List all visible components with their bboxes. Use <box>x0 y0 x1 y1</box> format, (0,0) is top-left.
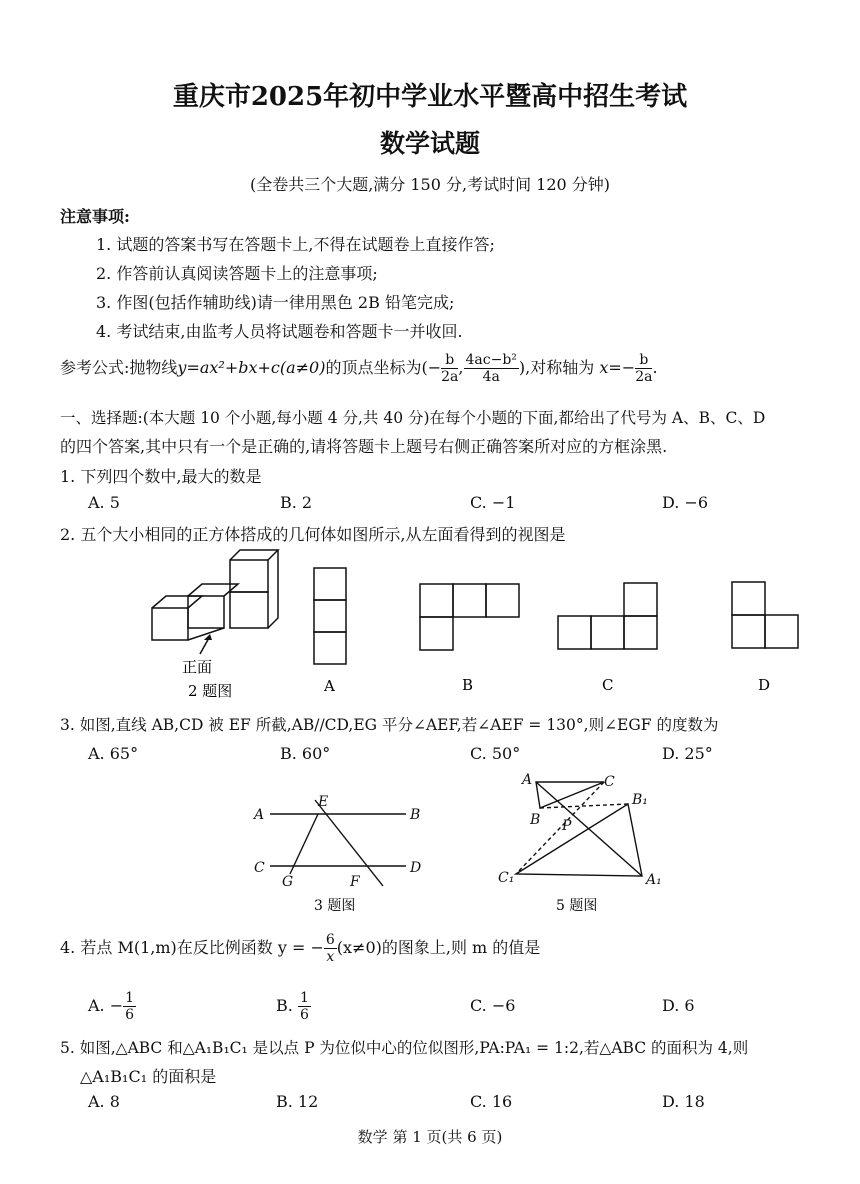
subject-title: 数学试题 <box>379 129 480 158</box>
reference-formula: 参考公式:抛物线y=ax²+bx+c(a≠0)的顶点坐标为(− $\frac{b}{2a}$ , $\frac{\text{4ac−b²}}{4a}$ ),对称轴为 x=− $\frac{b}{2a}$ . <box>60 352 658 385</box>
q2-option-b-figure <box>420 584 519 650</box>
q5-point-b: B <box>530 812 541 828</box>
notice-item-4: 4. 考试结束,由监考人员将试题卷和答题卡一并收回. <box>96 322 463 341</box>
q2-option-c-label: C <box>602 676 614 694</box>
q1-stem: 1. 下列四个数中,最大的数是 <box>60 467 262 486</box>
q5-point-p: P <box>562 818 572 834</box>
q3-stem: 3. 如图,直线 AB,CD 被 EF 所截,AB//CD,EG 平分∠AEF,若∠AEF = 130°,则∠EGF 的度数为 <box>60 716 719 734</box>
q3-option-d: D. 25° <box>662 744 713 763</box>
q3-point-f: F <box>350 874 360 890</box>
q2-option-a-label: A <box>324 677 335 695</box>
q5-option-c: C. 16 <box>470 1092 513 1111</box>
q5-option-a: A. 8 <box>88 1092 120 1111</box>
q5-point-b1: B₁ <box>632 792 648 808</box>
page-footer: 数学 第 1 页(共 6 页) <box>357 1128 503 1146</box>
q5-stem-line2: △A₁B₁C₁ 的面积是 <box>80 1067 217 1086</box>
q5-point-c1: C₁ <box>498 870 515 886</box>
q5-point-a1: A₁ <box>646 872 662 888</box>
q3-q5-figures <box>240 770 680 920</box>
q4-option-b: B. $\frac{1}{6}$ <box>276 990 309 1023</box>
q5-point-a: A <box>522 772 533 788</box>
q3-point-d: D <box>410 860 422 876</box>
q1-option-a: A. 5 <box>88 493 120 512</box>
q3-point-g: G <box>282 874 294 890</box>
q1-option-b: B. 2 <box>280 493 313 512</box>
q4-option-c: C. −6 <box>470 996 516 1015</box>
q1-option-c: C. −1 <box>470 493 516 512</box>
q5-stem-line1: 5. 如图,△ABC 和△A₁B₁C₁ 是以点 P 为位似中心的位似图形,PA:PA₁ = 1:2,若△ABC 的面积为 4,则 <box>60 1039 749 1057</box>
q2-option-a-figure <box>314 568 346 664</box>
q2-option-c-figure <box>558 583 657 649</box>
q2-option-d-label: D <box>758 676 771 694</box>
q5-option-d: D. 18 <box>662 1092 705 1111</box>
q4-option-d: D. 6 <box>662 996 695 1015</box>
q3-point-a: A <box>254 807 265 823</box>
section1-line2: 的四个答案,其中只有一个是正确的,请将答题卡上题号右侧正确答案所对应的方框涂黑. <box>60 437 668 456</box>
q3-point-b: B <box>410 807 421 823</box>
q5-figure <box>516 782 642 876</box>
q3-fig-label: 3 题图 <box>314 898 356 914</box>
q2-stem: 2. 五个大小相同的正方体搭成的几何体如图所示,从左面看得到的视图是 <box>60 525 566 544</box>
q2-fig-label: 2 题图 <box>188 682 233 700</box>
q3-option-c: C. 50° <box>470 744 521 763</box>
q5-option-b: B. 12 <box>276 1092 319 1111</box>
q3-point-e: E <box>318 794 329 810</box>
notice-item-2: 2. 作答前认真阅读答题卡上的注意事项; <box>96 264 378 283</box>
q2-option-d-figure <box>732 582 798 648</box>
notice-item-3: 3. 作图(包括作辅助线)请一律用黑色 2B 铅笔完成; <box>96 293 455 312</box>
q3-option-b: B. 60° <box>280 744 331 763</box>
q1-option-d: D. −6 <box>662 493 709 512</box>
q3-option-a: A. 65° <box>88 744 139 763</box>
notice-item-1: 1. 试题的答案书写在答题卡上,不得在试题卷上直接作答; <box>96 235 495 254</box>
q2-option-b-label: B <box>462 676 474 694</box>
q2-figures <box>140 548 820 708</box>
q5-point-c: C <box>604 774 615 790</box>
q2-solid <box>152 550 278 640</box>
exam-info: (全卷共三个大题,满分 150 分,考试时间 120 分钟) <box>249 175 611 194</box>
q3-point-c: C <box>254 860 265 876</box>
notice-heading: 注意事项: <box>60 207 130 226</box>
exam-title: 重庆市2025年初中学业水平暨高中招生考试 <box>172 82 688 112</box>
q4-option-a: A. − $\frac{1}{6}$ <box>88 990 135 1023</box>
q5-fig-label: 5 题图 <box>556 898 598 914</box>
section1-line1: 一、选择题:(本大题 10 个小题,每小题 4 分,共 40 分)在每个小题的下面,都给出了代号为 A、B、C、D <box>60 409 766 427</box>
front-label: 正面 <box>182 658 213 676</box>
q4-stem: 4. 若点 M(1,m)在反比例函数 y = − $\frac{6}{x}$ (x≠0)的图象上,则 m 的值是 <box>60 932 541 965</box>
